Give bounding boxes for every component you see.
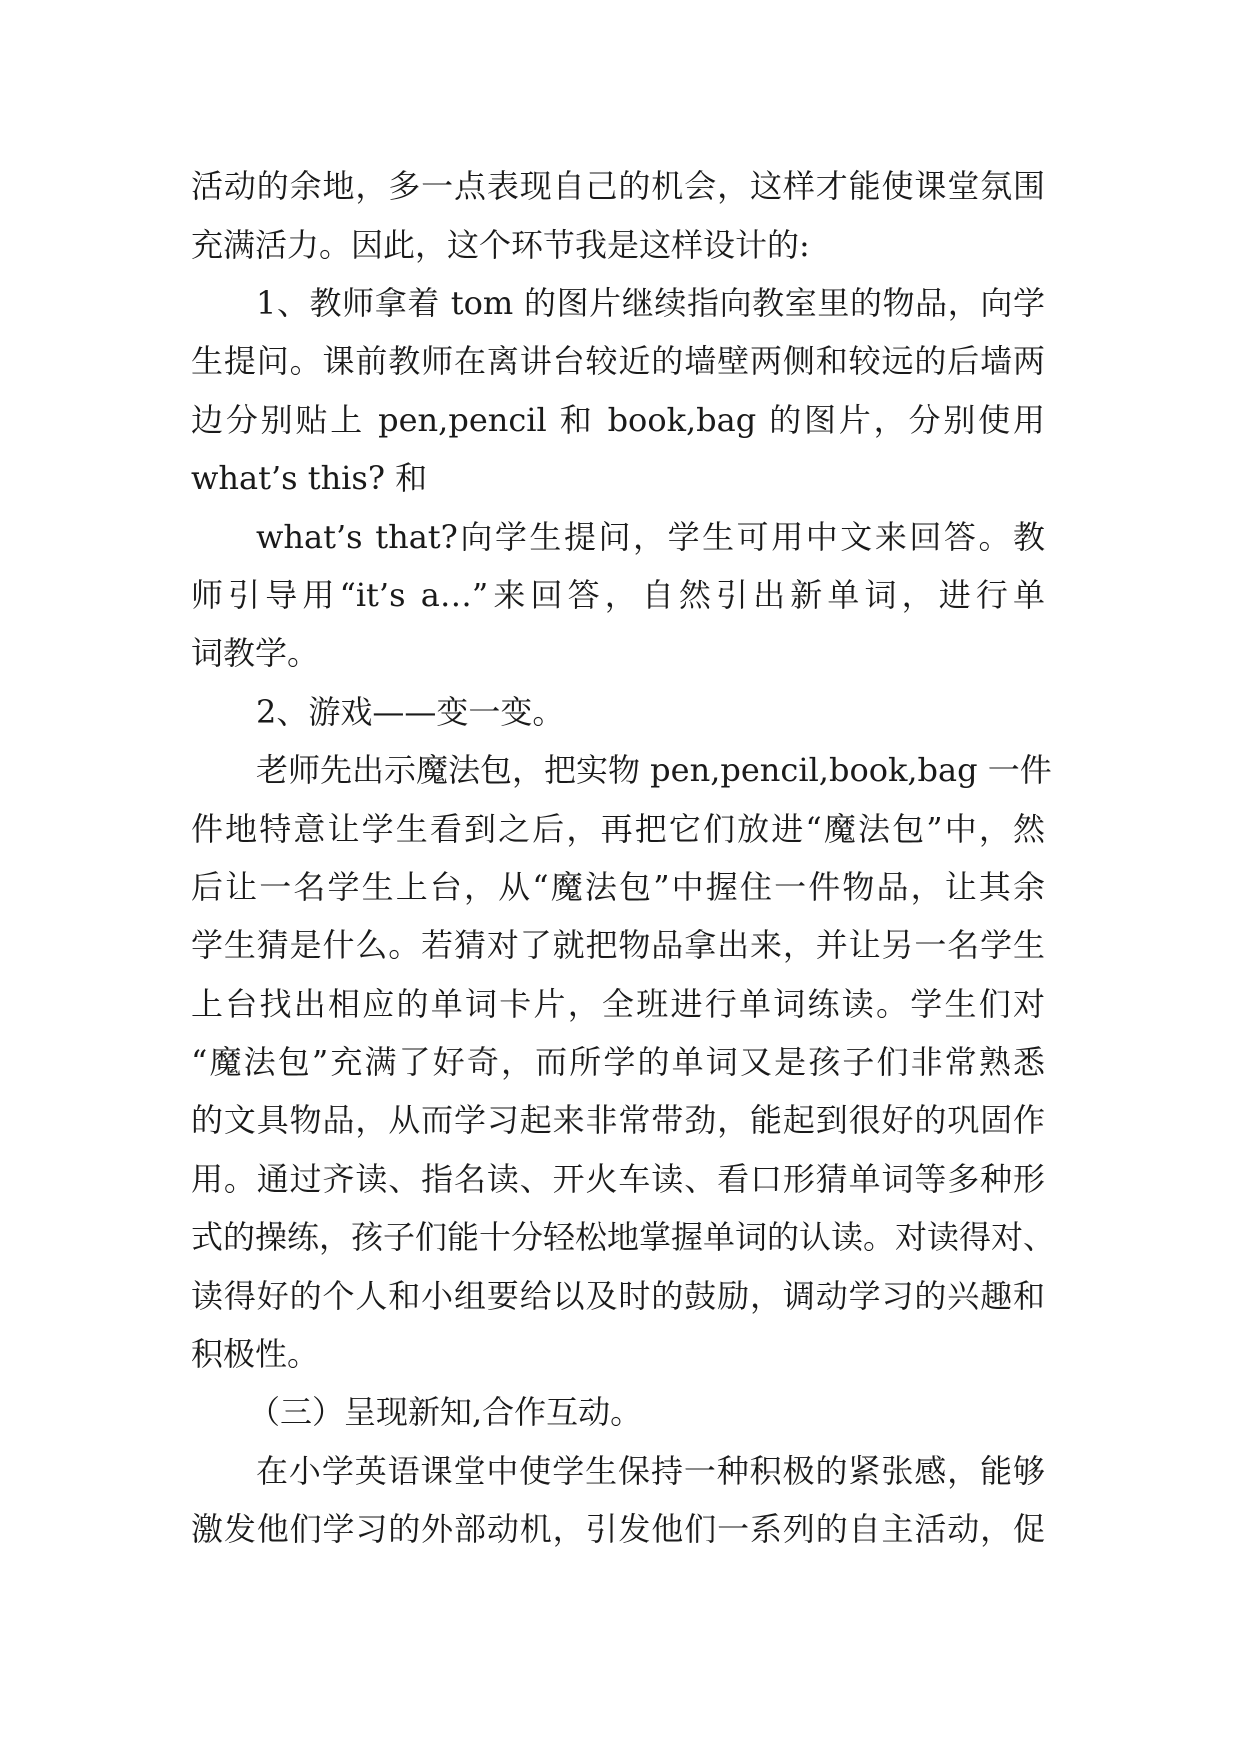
- text-line: 活动的余地，多一点表现自己的机会，这样才能使课堂氛围: [191, 167, 1045, 205]
- text-line: 件地特意让学生看到之后，再把它们放进“魔法包”中，然: [191, 810, 1045, 848]
- text-line: what’s this? 和: [191, 459, 428, 497]
- text-line: “魔法包”充满了好奇，而所学的单词又是孩子们非常熟悉: [191, 1043, 1045, 1081]
- text-line: 充满活力。因此，这个环节我是这样设计的:: [191, 226, 810, 264]
- text-line: 积极性。: [191, 1335, 320, 1373]
- text-line: 词教学。: [191, 634, 320, 672]
- text-line: 学生猜是什么。若猜对了就把物品拿出来，并让另一名学生: [191, 926, 1045, 964]
- text-line: 激发他们学习的外部动机，引发他们一系列的自主活动，促: [191, 1510, 1045, 1548]
- text-line: 用。通过齐读、指名读、开火车读、看口形猜单词等多种形: [191, 1160, 1045, 1198]
- text-line: 后让一名学生上台，从“魔法包”中握住一件物品，让其余: [191, 868, 1045, 906]
- text-line: 读得好的个人和小组要给以及时的鼓励，调动学习的兴趣和: [191, 1277, 1045, 1315]
- text-line: 2、游戏——变一变。: [256, 693, 565, 731]
- text-line: 的文具物品，从而学习起来非常带劲，能起到很好的巩固作: [191, 1101, 1045, 1139]
- text-line: 式的操练，孩子们能十分轻松地掌握单词的认读。对读得对、: [191, 1218, 1056, 1256]
- text-line: 边分别贴上 pen,pencil 和 book,bag 的图片，分别使用: [191, 401, 1045, 439]
- text-line: 师引导用“it’s a…”来回答，自然引出新单词，进行单: [191, 576, 1045, 614]
- text-line: 老师先出示魔法包，把实物 pen,pencil,book,bag 一件: [256, 751, 1052, 789]
- text-line: 生提问。课前教师在离讲台较近的墙壁两侧和较远的后墙两: [191, 342, 1045, 380]
- text-line: 在小学英语课堂中使学生保持一种积极的紧张感，能够: [256, 1452, 1045, 1490]
- text-line: 1、教师拿着 tom 的图片继续指向教室里的物品，向学: [256, 284, 1045, 322]
- section-heading: （三）呈现新知,合作互动。: [248, 1393, 643, 1431]
- text-line: 上台找出相应的单词卡片，全班进行单词练读。学生们对: [191, 985, 1045, 1023]
- text-line: what’s that?向学生提问，学生可用中文来回答。教: [256, 518, 1045, 556]
